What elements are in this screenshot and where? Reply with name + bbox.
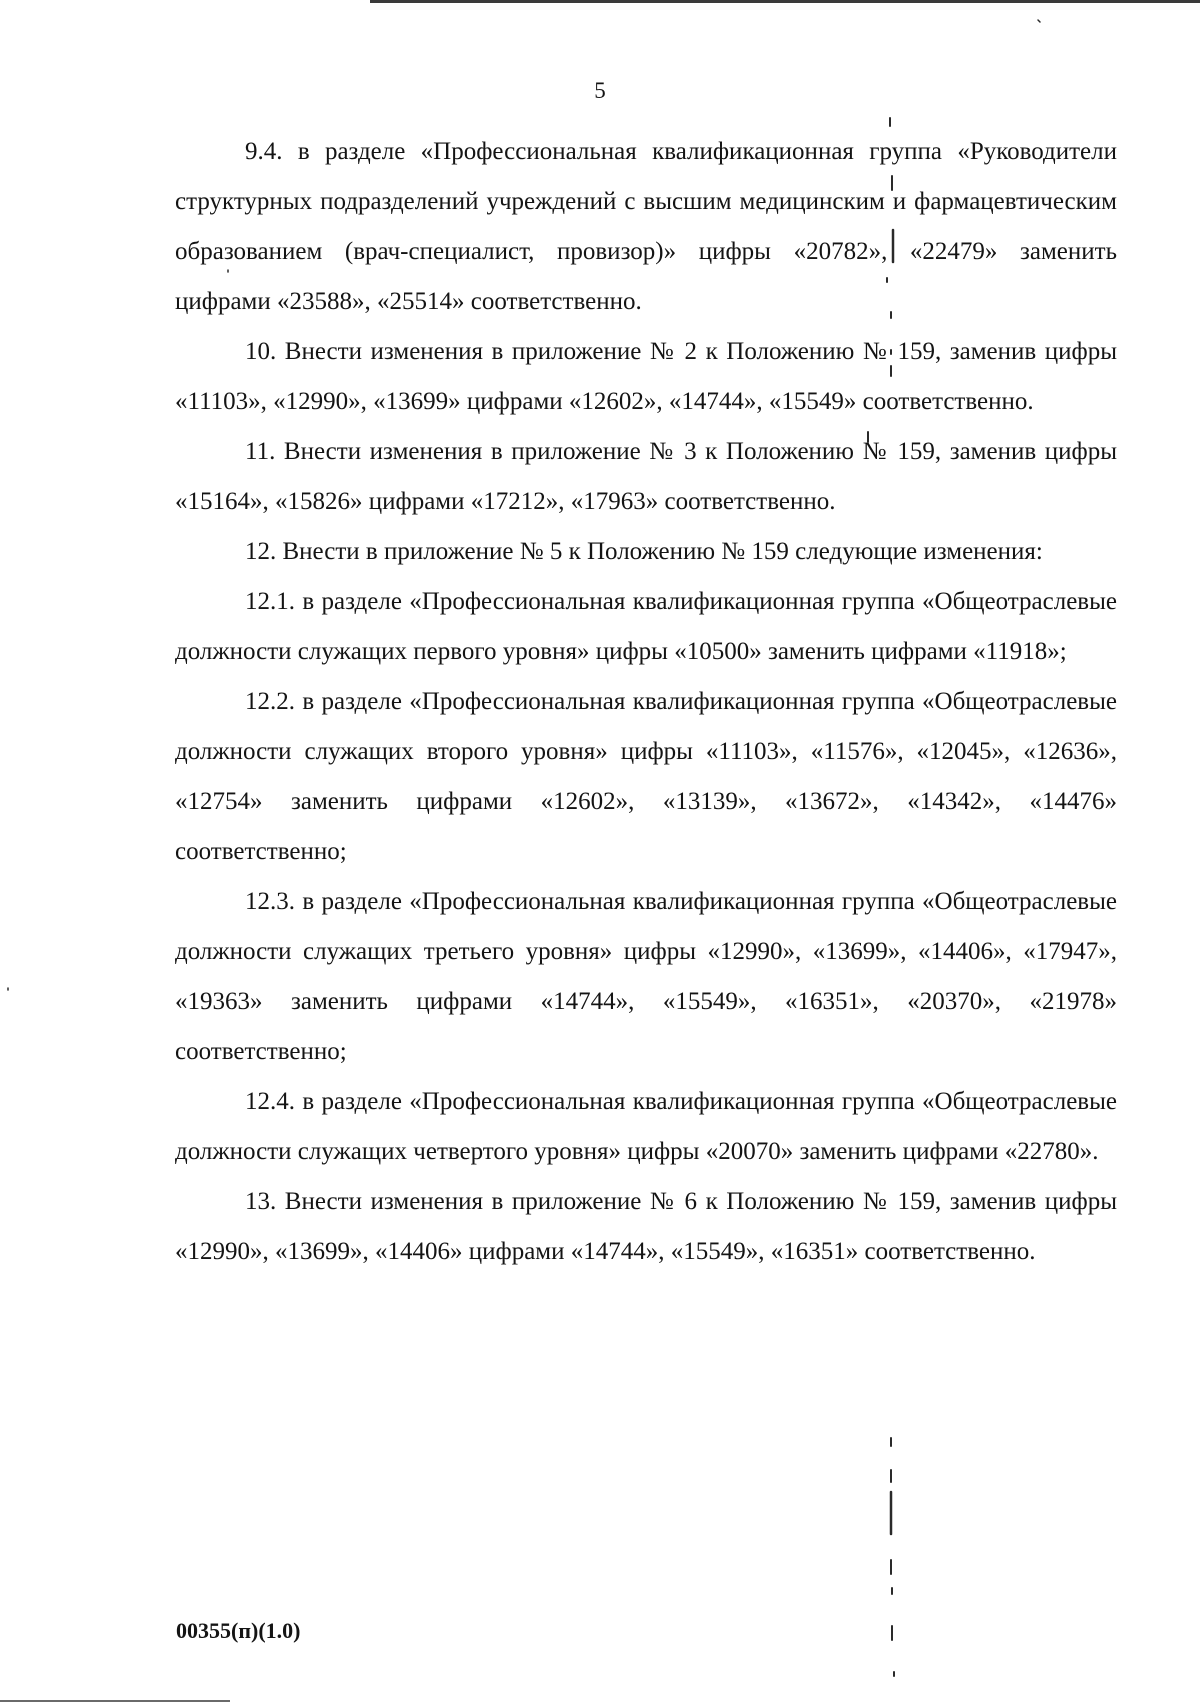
document-code: 00355(п)(1.0): [176, 1618, 301, 1643]
paragraph-12-3: 12.3. в разделе «Профессиональная квалификационная группа «Общеотраслевые должности служащих третьего уровня» цифры «12990», «13699», «14406», «17947», «19363» заменить цифрами «14744», «15549», «16351», «20370», «21978» соответственно;: [175, 888, 1117, 1065]
scan-edge-bottom: [0, 1700, 230, 1702]
paragraph-13: 13. Внести изменения в приложение № 6 к Положению № 159, заменив цифры «12990», «13699», «14406» цифрами «14744», «15549», «16351» соответственно.: [175, 1188, 1117, 1265]
paragraph-12-1: 12.1. в разделе «Профессиональная квалификационная группа «Общеотраслевые должности служащих первого уровня» цифры «10500» заменить цифрами «11918»;: [175, 588, 1117, 665]
paragraph-10: 10. Внести изменения в приложение № 2 к Положению № 159, заменив цифры «11103», «12990», «13699» цифрами «12602», «14744», «15549» соответственно.: [175, 338, 1117, 415]
paragraph-11: 11. Внести изменения в приложение № 3 к Положению № 159, заменив цифры «15164», «15826» цифрами «17212», «17963» соответственно.: [175, 438, 1117, 515]
scan-edge-top: [370, 0, 1200, 3]
paragraph-12-4: 12.4. в разделе «Профессиональная квалификационная группа «Общеотраслевые должности служащих четвертого уровня» цифры «20070» заменить цифрами «22780».: [175, 1088, 1117, 1165]
document-body: [175, 127, 1117, 1277]
page-number: 5: [594, 78, 606, 103]
paragraph-9-4: 9.4. в разделе «Профессиональная квалификационная группа «Руководители структурных подразделений учреждений с высшим медицинским и фармацевтическим образованием (врач-специалист, провизор)» цифры «20782», «22479» заменить цифрами «23588», «25514» соответственно.: [175, 138, 1117, 315]
paragraph-12-2: 12.2. в разделе «Профессиональная квалификационная группа «Общеотраслевые должности служащих второго уровня» цифры «11103», «11576», «12045», «12636», «12754» заменить цифрами «12602», «13139», «13672», «14342», «14476» соответственно;: [175, 688, 1117, 865]
paragraph-12: 12. Внести в приложение № 5 к Положению № 159 следующие изменения:: [245, 538, 1043, 565]
